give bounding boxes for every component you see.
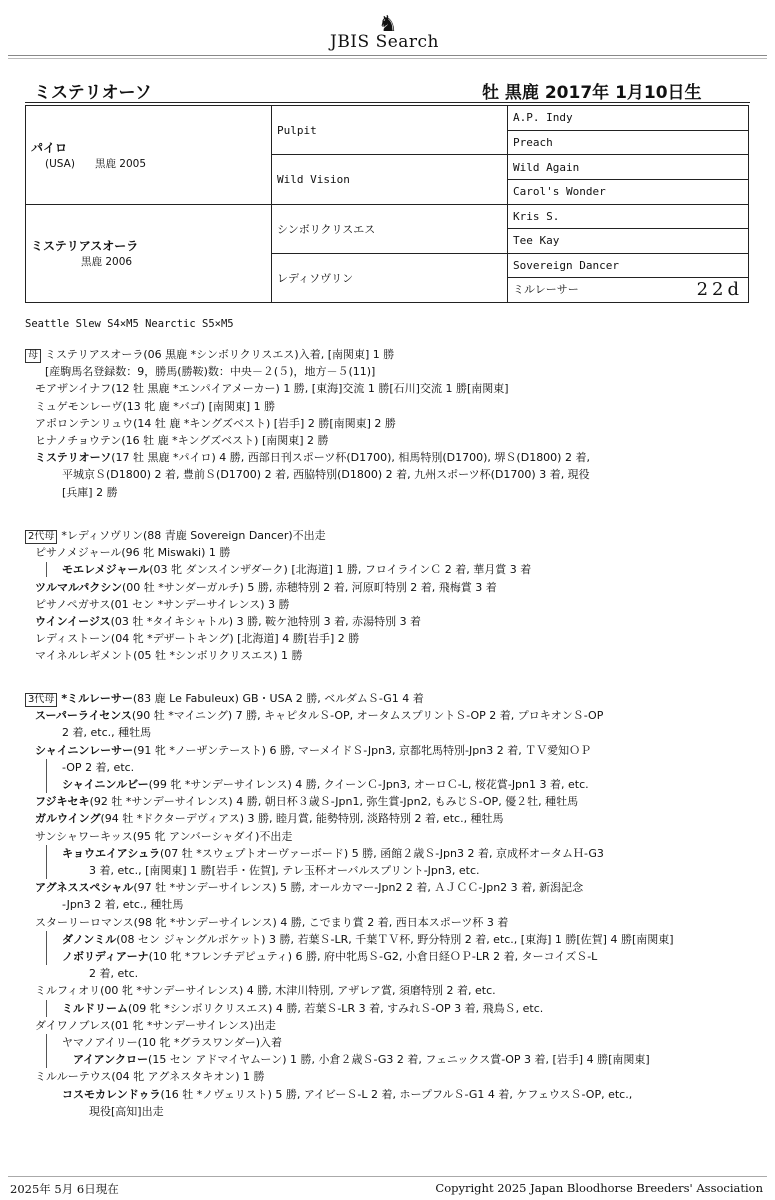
list-item: フジキセキ(92 牡 *サンデーサイレンス) 4 勝, 朝日杯３歳Ｓ-Jpn1, 弥生賞-Jpn2, もみじＳ-OP, 優２牡, 種牡馬 [35, 795, 579, 809]
list-item: スターリーロマンス(98 牝 *サンデーサイレンス) 4 勝, こでまり賞 2 着, 西日本スポーツ杯 3 着 [35, 915, 509, 929]
footer-divider [8, 1176, 767, 1177]
copyright: Copyright 2025 Japan Bloodhorse Breeders' Association [435, 1181, 763, 1195]
pedigree-sire-sire: Pulpit [272, 106, 508, 155]
as-of-date: 2025年 5月 6日現在 [10, 1182, 119, 1196]
pedigree-dam-sire: シンボリクリスエス [272, 204, 508, 253]
section-tag: 3代母 [25, 693, 57, 707]
pedigree-ggs-4: Carol's Wonder [508, 179, 749, 204]
pedigree-ggs-7: Sovereign Dancer [508, 253, 749, 278]
list-item: ピサノペガサス(01 セン *サンデーサイレンス) 3 勝 [35, 597, 290, 611]
jbis-logo [330, 10, 470, 52]
list-item: シャイニンレーサー(91 牝 *ノーザンテースト) 6 勝, マーメイドＳ-Jpn3, 京都牝馬特別-Jpn3 2 着, ＴＶ愛知ＯＰ [35, 743, 592, 757]
ggs-note: 22d [696, 278, 743, 300]
pedigree-ggs-6: Tee Kay [508, 229, 749, 254]
pedigree-ggs-1: A.P. Indy [508, 106, 749, 131]
inbreeding-note: Seattle Slew S4×M5 Nearctic S5×M5 [25, 318, 234, 330]
horse-info: 牡 黒鹿 2017年 1月10日生 [482, 83, 702, 103]
dam-detail: 黒鹿 2006 [81, 256, 133, 269]
list-item: ダイワノブレス(01 牝 *サンデーサイレンス)出走 [35, 1018, 276, 1032]
list-item: アグネススペシャル(97 牡 *サンデーサイレンス) 5 勝, オールカマー-Jpn2 2 着, ＡＪＣＣ-Jpn2 3 着, 新潟記念 [35, 881, 584, 895]
list-item: キョウエイアシュラ(07 牡 *スウェプトオーヴァーボード) 5 勝, 函館２歳Ｓ-Jpn3 2 着, 京成杯オータムＨ-G3 [25, 845, 674, 862]
third-dam-section: 3代母 *ミルレーサー(83 鹿 Le Fabuleux) GB・USA 2 勝, ベルダムＳ-G1 4 着 スーパーライセンス(90 牡 *マイニング) 7 勝, キャピタルＳ-OP, オータムスプリントＳ-OP 2 着, プロキオンＳ-OP 2 着, etc., 種牡馬 シャイニンレーサー(91 牝 *ノーザンテースト) 6 勝, マーメイドＳ-Jpn3, 京都牝馬特別-Jpn3 2 着, ＴＶ愛知ＯＰ -OP 2 着, etc. シャイニンルビー(99 牝 *サンデーサイレンス) 4 勝, クイーンＣ-Jpn3, オーロＣ-L, 桜花賞-Jpn1 3 着, etc. フジキセキ(92 牡 *サンデーサイレンス) 4 勝, 朝日杯３歳Ｓ-Jpn1, 弥生賞-Jpn2, もみじＳ-OP, 優２牡, 種牡馬 ガルウイング(94 牡 *ドクターデヴィアス) 3 勝, 睦月賞, 能勢特別, 淡路特別 2 着, etc., 種牡馬 サンシャワーキッス(95 牝 アンバーシャダイ)不出走 キョウエイアシュラ(07 牡 *スウェプトオーヴァーボード) 5 勝, 函館２歳Ｓ-Jpn3 2 着, 京成杯オータムＨ-G3 3 着, etc., [南関東] 1 勝[岩手・佐賀], テレ玉杯オーバルスプリント-Jpn3, etc. アグネススペシャル(97 牡 *サンデーサイレンス) 5 勝, オールカマー-Jpn2 2 着, ＡＪＣＣ-Jpn2 3 着, 新潟記念 -Jpn3 2 着, etc., 種牡馬 スターリーロマンス(98 牝 *サンデーサイレンス) 4 勝, こでまり賞 2 着, 西日本スポーツ杯 3 着 ダノンミル(08 セン ジャングルポケット) 3 勝, 若葉Ｓ-LR, 千葉ＴＶ杯, 野分特別 2 着, etc., [東海] 1 勝[佐賀] 4 勝[南関東] ノボリディアーナ(10 牝 *フレンチデピュティ) 6 勝, 府中牝馬Ｓ-G2, 小倉日経ＯＰ-LR 2 着, ターコイズＳ-L 2 着, etc. ミルフィオリ(00 牝 *サンデーサイレンス) 4 勝, 木津川特別, アザレア賞, 須磨特別 2 着, etc. ミルドリーム(09 牝 *シンボリクリスエス) 4 勝, 若葉Ｓ-LR 3 着, すみれＳ-OP 3 着, 飛鳥Ｓ, etc. ダイワノブレス(01 牝 *サンデーサイレンス)出走 ヤマノアイリー(10 牝 *グラスワンダー)入着 アイアンクロー(15 セン アドマイヤムーン) 1 勝, 小倉２歳Ｓ-G3 2 着, フェニックス賞-OP 3 着, [岩手] 4 勝[南関東] ミルルーテウス(04 牝 アグネスタキオン) 1 勝 コスモカレンドゥラ(16 牡 *ノヴェリスト) 5 勝, アイビーＳ-L 2 着, ホープフルＳ-G1 4 着, ケフェウスＳ-OP, etc., 現役[高知]出走 [25, 690, 674, 1120]
list-item: コスモカレンドゥラ(16 牡 *ノヴェリスト) 5 勝, アイビーＳ-L 2 着, ホープフルＳ-G1 4 着, ケフェウスＳ-OP, etc., [62, 1087, 633, 1101]
list-item: ミルルーテウス(04 牝 アグネスタキオン) 1 勝 [35, 1070, 265, 1084]
list-item: ウインイージス(03 牡 *タイキシャトル) 3 勝, 鞍ケ池特別 3 着, 赤湯特別 3 着 [35, 615, 422, 629]
pedigree-ggs-3: Wild Again [508, 155, 749, 180]
list-item: ミュゲモンレーヴ(13 牝 鹿 *バゴ) [南関東] 1 勝 [35, 399, 276, 413]
list-item: シャイニンルビー(99 牝 *サンデーサイレンス) 4 勝, クイーンＣ-Jpn3, オーロＣ-L, 桜花賞-Jpn1 3 着, etc. [62, 778, 589, 792]
list-item: ヒナノチョウテン(16 牡 鹿 *キングズベスト) [南関東] 2 勝 [35, 434, 329, 448]
list-item: ミルフィオリ(00 牝 *サンデーサイレンス) 4 勝, 木津川特別, アザレア賞, 須磨特別 2 着, etc. [35, 984, 496, 998]
dam-name: ミステリアスオーラ [31, 239, 139, 254]
list-item: マイネルレギメント(05 牡 *シンボリクリスエス) 1 勝 [35, 649, 303, 663]
list-item: モアザンイナフ(12 牡 黒鹿 *エンパイアメーカー) 1 勝, [東海]交流 1 勝[石川]交流 1 勝[南関東] [35, 382, 509, 396]
header-divider-2 [8, 58, 767, 59]
list-item: レディストーン(04 牝 *デザートキング) [北海道] 4 勝[岩手] 2 勝 [35, 632, 360, 646]
horse-logo-icon: ♞ [378, 12, 398, 37]
pedigree-dam-dam: レディソヴリン [272, 253, 508, 302]
pedigree-dam [26, 204, 272, 303]
section-tag: 母 [25, 349, 41, 363]
sire-detail: (USA) 黒鹿 2005 [45, 157, 147, 170]
list-item: アイアンクロー(15 セン アドマイヤムーン) 1 勝, 小倉２歳Ｓ-G3 2 着, フェニックス賞-OP 3 着, [岩手] 4 勝[南関東] [73, 1053, 650, 1067]
list-item: アポロンテンリュウ(14 牡 鹿 *キングズベスト) [岩手] 2 勝[南関東] 2 勝 [35, 416, 396, 430]
list-item: ピサノメジャール(96 牝 Miswaki) 1 勝 [35, 546, 231, 560]
pedigree-ggs-2: Preach [508, 130, 749, 155]
sire-name: パイロ [31, 140, 68, 155]
list-item: ダノンミル(08 セン ジャングルポケット) 3 勝, 若葉Ｓ-LR, 千葉ＴＶ杯, 野分特別 2 着, etc., [東海] 1 勝[佐賀] 4 勝[南関東] [25, 931, 674, 948]
list-item: ヤマノアイリー(10 牝 *グラスワンダー)入着 [25, 1034, 674, 1051]
logo-text: JBIS Search [330, 32, 440, 52]
dam-section: 母 ミステリアスオーラ(06 黒鹿 *シンボリクリスエス)入着, [南関東] 1 勝 [産駒馬名登録数：9，勝馬(勝鞍)数：中央－２(５)，地方－５(11)] モアザンイナフ(12 牡 黒鹿 *エンパイアメーカー) 1 勝, [東海]交流 1 勝[石川]交流 1 勝[南関東] ミュゲモンレーヴ(13 牝 鹿 *バゴ) [南関東] 1 勝 アポロンテンリュウ(14 牡 鹿 *キングズベスト) [岩手] 2 勝[南関東] 2 勝 ヒナノチョウテン(16 牡 鹿 *キングズベスト) [南関東] 2 勝 ミステリオーソ(17 牡 黒鹿 *パイロ) 4 勝, 西部日刊スポーツ杯(D1700), 相馬特別(D1700), 堺Ｓ(D1800) 2 着, 平城京Ｓ(D1800) 2 着, 豊前Ｓ(D1700) 2 着, 西脇特別(D1800) 2 着, 九州スポーツ杯(D1700) 3 着, 現役 [兵庫] 2 勝 [25, 346, 590, 501]
pedigree-ggs-5: Kris S. [508, 204, 749, 229]
second-dam-section: 2代母 *レディソヴリン(88 青鹿 Sovereign Dancer)不出走 ピサノメジャール(96 牝 Miswaki) 1 勝 モエレメジャール(03 牝 ダンスインザダーク) [北海道] 1 勝, フロイラインＣ 2 着, 華月賞 3 着 ツルマルパクシン(00 牡 *サンダーガルチ) 5 勝, 赤穂特別 2 着, 河原町特別 2 着, 飛梅賞 3 着 ピサノペガサス(01 セン *サンデーサイレンス) 3 勝 ウインイージス(03 牡 *タイキシャトル) 3 勝, 鞍ケ池特別 3 着, 赤湯特別 3 着 レディストーン(04 牝 *デザートキング) [北海道] 4 勝[岩手] 2 勝 マイネルレギメント(05 牡 *シンボリクリスエス) 1 勝 [25, 527, 531, 665]
list-item: スーパーライセンス(90 牡 *マイニング) 7 勝, キャピタルＳ-OP, オータムスプリントＳ-OP 2 着, プロキオンＳ-OP [35, 709, 604, 723]
pedigree-sire-dam: Wild Vision [272, 155, 508, 204]
section-tag: 2代母 [25, 530, 57, 544]
pedigree-sire [26, 106, 272, 205]
list-item: ガルウイング(94 牡 *ドクターデヴィアス) 3 勝, 睦月賞, 能勢特別, 淡路特別 2 着, etc., 種牡馬 [35, 812, 504, 826]
list-item: サンシャワーキッス(95 牝 アンバーシャダイ)不出走 [35, 829, 293, 843]
list-item: ノボリディアーナ(10 牝 *フレンチデピュティ) 6 勝, 府中牝馬Ｓ-G2, 小倉日経ＯＰ-LR 2 着, ターコイズＳ-L [62, 950, 598, 964]
pedigree-ggs-8: ミルレーサー 22d [508, 278, 749, 303]
list-item: ミルドリーム(09 牝 *シンボリクリスエス) 4 勝, 若葉Ｓ-LR 3 着, すみれＳ-OP 3 着, 飛鳥Ｓ, etc. [25, 1000, 674, 1017]
pedigree-table [25, 105, 749, 303]
title-underline [25, 102, 750, 103]
header-divider [8, 55, 767, 56]
list-item: モエレメジャール(03 牝 ダンスインザダーク) [北海道] 1 勝, フロイラインＣ 2 着, 華月賞 3 着 [25, 561, 531, 578]
horse-name: ミステリオーソ [34, 83, 152, 103]
list-item: ミステリオーソ(17 牡 黒鹿 *パイロ) 4 勝, 西部日刊スポーツ杯(D1700), 相馬特別(D1700), 堺Ｓ(D1800) 2 着, [35, 451, 590, 465]
list-item: ツルマルパクシン(00 牡 *サンダーガルチ) 5 勝, 赤穂特別 2 着, 河原町特別 2 着, 飛梅賞 3 着 [35, 580, 497, 594]
